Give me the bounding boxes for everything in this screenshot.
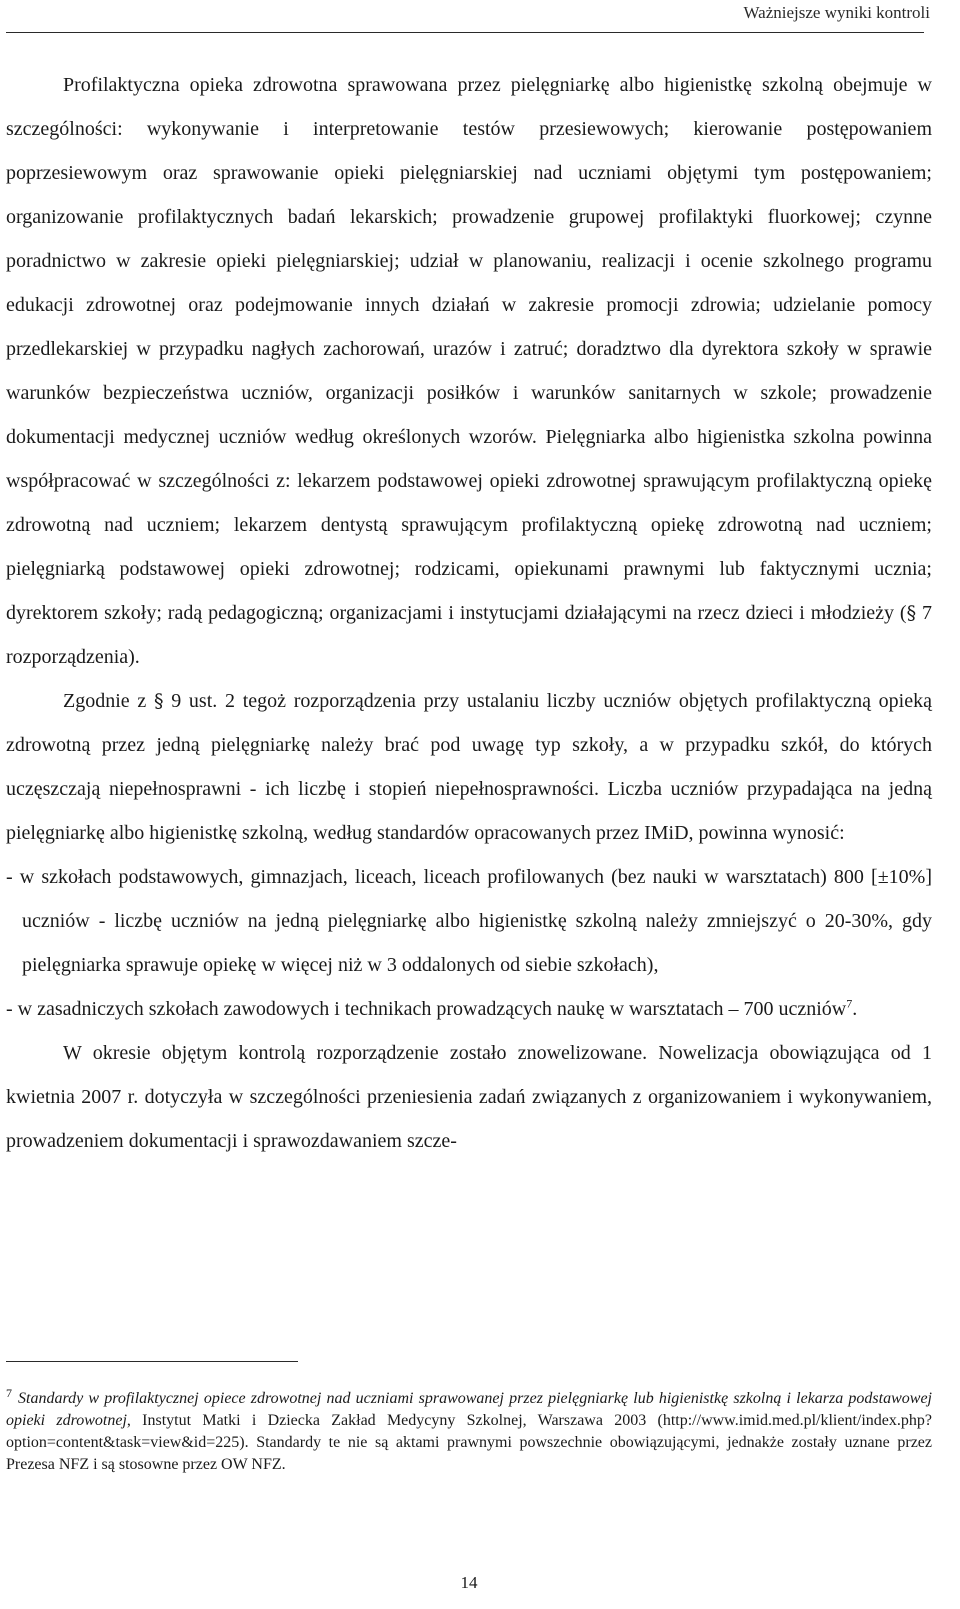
- paragraph-text: Profilaktyczna opieka zdrowotna sprawowana przez pielęgniarkę albo higienistkę szkolną obejmuje w szczególności: wykonywanie i interpretowanie testów przesiewowych; kierowanie postępowaniem poprzesiewowym oraz sprawowanie opieki pielęgniarskiej nad uczniami objętymi tym postępowaniem; organizowanie profilaktycznych badań lekarskich; prowadzenie grupowej profilaktyki fluorkowej; czynne poradnictwo w zakresie opieki pielęgniarskiej; udział w planowaniu, realizacji i ocenie szkolnego programu edukacji zdrowotnej oraz podejmowanie innych działań w zakresie promocji zdrowia; udzielanie pomocy przedlekarskiej w przypadku nagłych zachorowań, urazów i zatruć; doradztwo dla dyrektora szkoły w sprawie warunków bezpieczeństwa uczniów, organizacji posiłków i warunków sanitarnych w szkole; prowadzenie dokumentacji medycznej uczniów według określonych wzorów. Pielęgniarka albo higienistka szkolna powinna współpracować w szczególności z: lekarzem podstawowej opieki zdrowotnej sprawującym profilaktyczną opiekę zdrowotną nad uczniem; lekarzem dentystą sprawującym profilaktyczną opiekę zdrowotną nad uczniem; pielęgniarką podstawowej opieki zdrowotnej; rodzicami, opiekunami prawnymi lub faktycznymi ucznia; dyrektorem szkoły; radą pedagogiczną; organizacjami i instytucjami działającymi na rzecz dzieci i młodzieży (: [6, 74, 932, 624]
- list-item-vocational-schools: [6, 987, 932, 1031]
- list-item-text: - w zasadniczych szkołach zawodowych i technikach prowadzących naukę w warsztatach – 700 uczniów: [6, 998, 847, 1020]
- paragraph-amendment: W okresie objętym kontrolą rozporządzenie zostało znowelizowane. Nowelizacja obowiązująca od 1 kwietnia 2007 r. dotyczyła w szczególności przeniesienia zadań związanych z organizowaniem i wykonywaniem, prowadzeniem dokumentacji i sprawozdawaniem szcze-: [6, 1042, 932, 1152]
- footnote-reference[interactable]: 7: [846, 996, 853, 1011]
- footnote-rule: [6, 1361, 298, 1362]
- body-text: [6, 63, 932, 1163]
- paragraph-school-nurse-duties: [6, 63, 932, 679]
- section-sign: §: [153, 690, 164, 712]
- running-header: Ważniejsze wyniki kontroli: [743, 3, 930, 22]
- list-item-text-end: .: [852, 998, 858, 1020]
- footnote: [6, 1382, 932, 1476]
- list-item-primary-schools: - w szkołach podstawowych, gimnazjach, liceach, liceach profilowanych (bez nauki w warsztatach) 800 [±10%] uczniów - liczbę uczniów na jedną pielęgniarkę albo higienistkę szkolną należy zmniejszyć o 20-30%, gdy pielęgniarka sprawuje opiekę w więcej niż w 3 oddalonych od siebie szkołach),: [6, 866, 932, 976]
- page-number: 14: [460, 1573, 478, 1592]
- footnote-title: Standardy w profilaktycznej opiece zdrowotnej nad uczniami sprawowanej przez pielęgniarkę lub higienistkę szkolną i lekarza podstawowej opieki zdrowotnej: [6, 1390, 932, 1429]
- paragraph-text: 9 ust. 2 tegoż rozporządzenia przy ustalaniu liczby uczniów objętych profilaktyczną opieką zdrowotną przez jedną pielęgniarkę należy brać pod uwagę typ szkoły, a w przypadku szkół, do których uczęszczają niepełnosprawni - ich liczbę i stopień niepełnosprawności. Liczba uczniów przypadająca na jedną pielęgniarkę albo higienistkę szkolną, według standardów opracowanych przez IMiD, powinna wynosić:: [6, 690, 932, 844]
- paragraph-text-start: Zgodnie z: [63, 690, 154, 712]
- header-rule: [6, 32, 924, 33]
- footnote-text: , Instytut Matki i Dziecka Zakład Medycyny Szkolnej, Warszawa 2003 (http://www.imid.med.pl/klient/index.php?option=content&task=view&id=225). Standardy te nie są aktami prawnymi powszechnie obowiązującymi, jednakże zostały uznane przez Prezesa NFZ i są stosowne przez OW NFZ.: [6, 1412, 932, 1473]
- section-sign: §: [906, 602, 917, 624]
- paragraph-student-ratio: [6, 679, 932, 855]
- paragraph-text-end: 7 rozporządzenia).: [6, 602, 932, 668]
- footnote-number: 7: [6, 1386, 12, 1400]
